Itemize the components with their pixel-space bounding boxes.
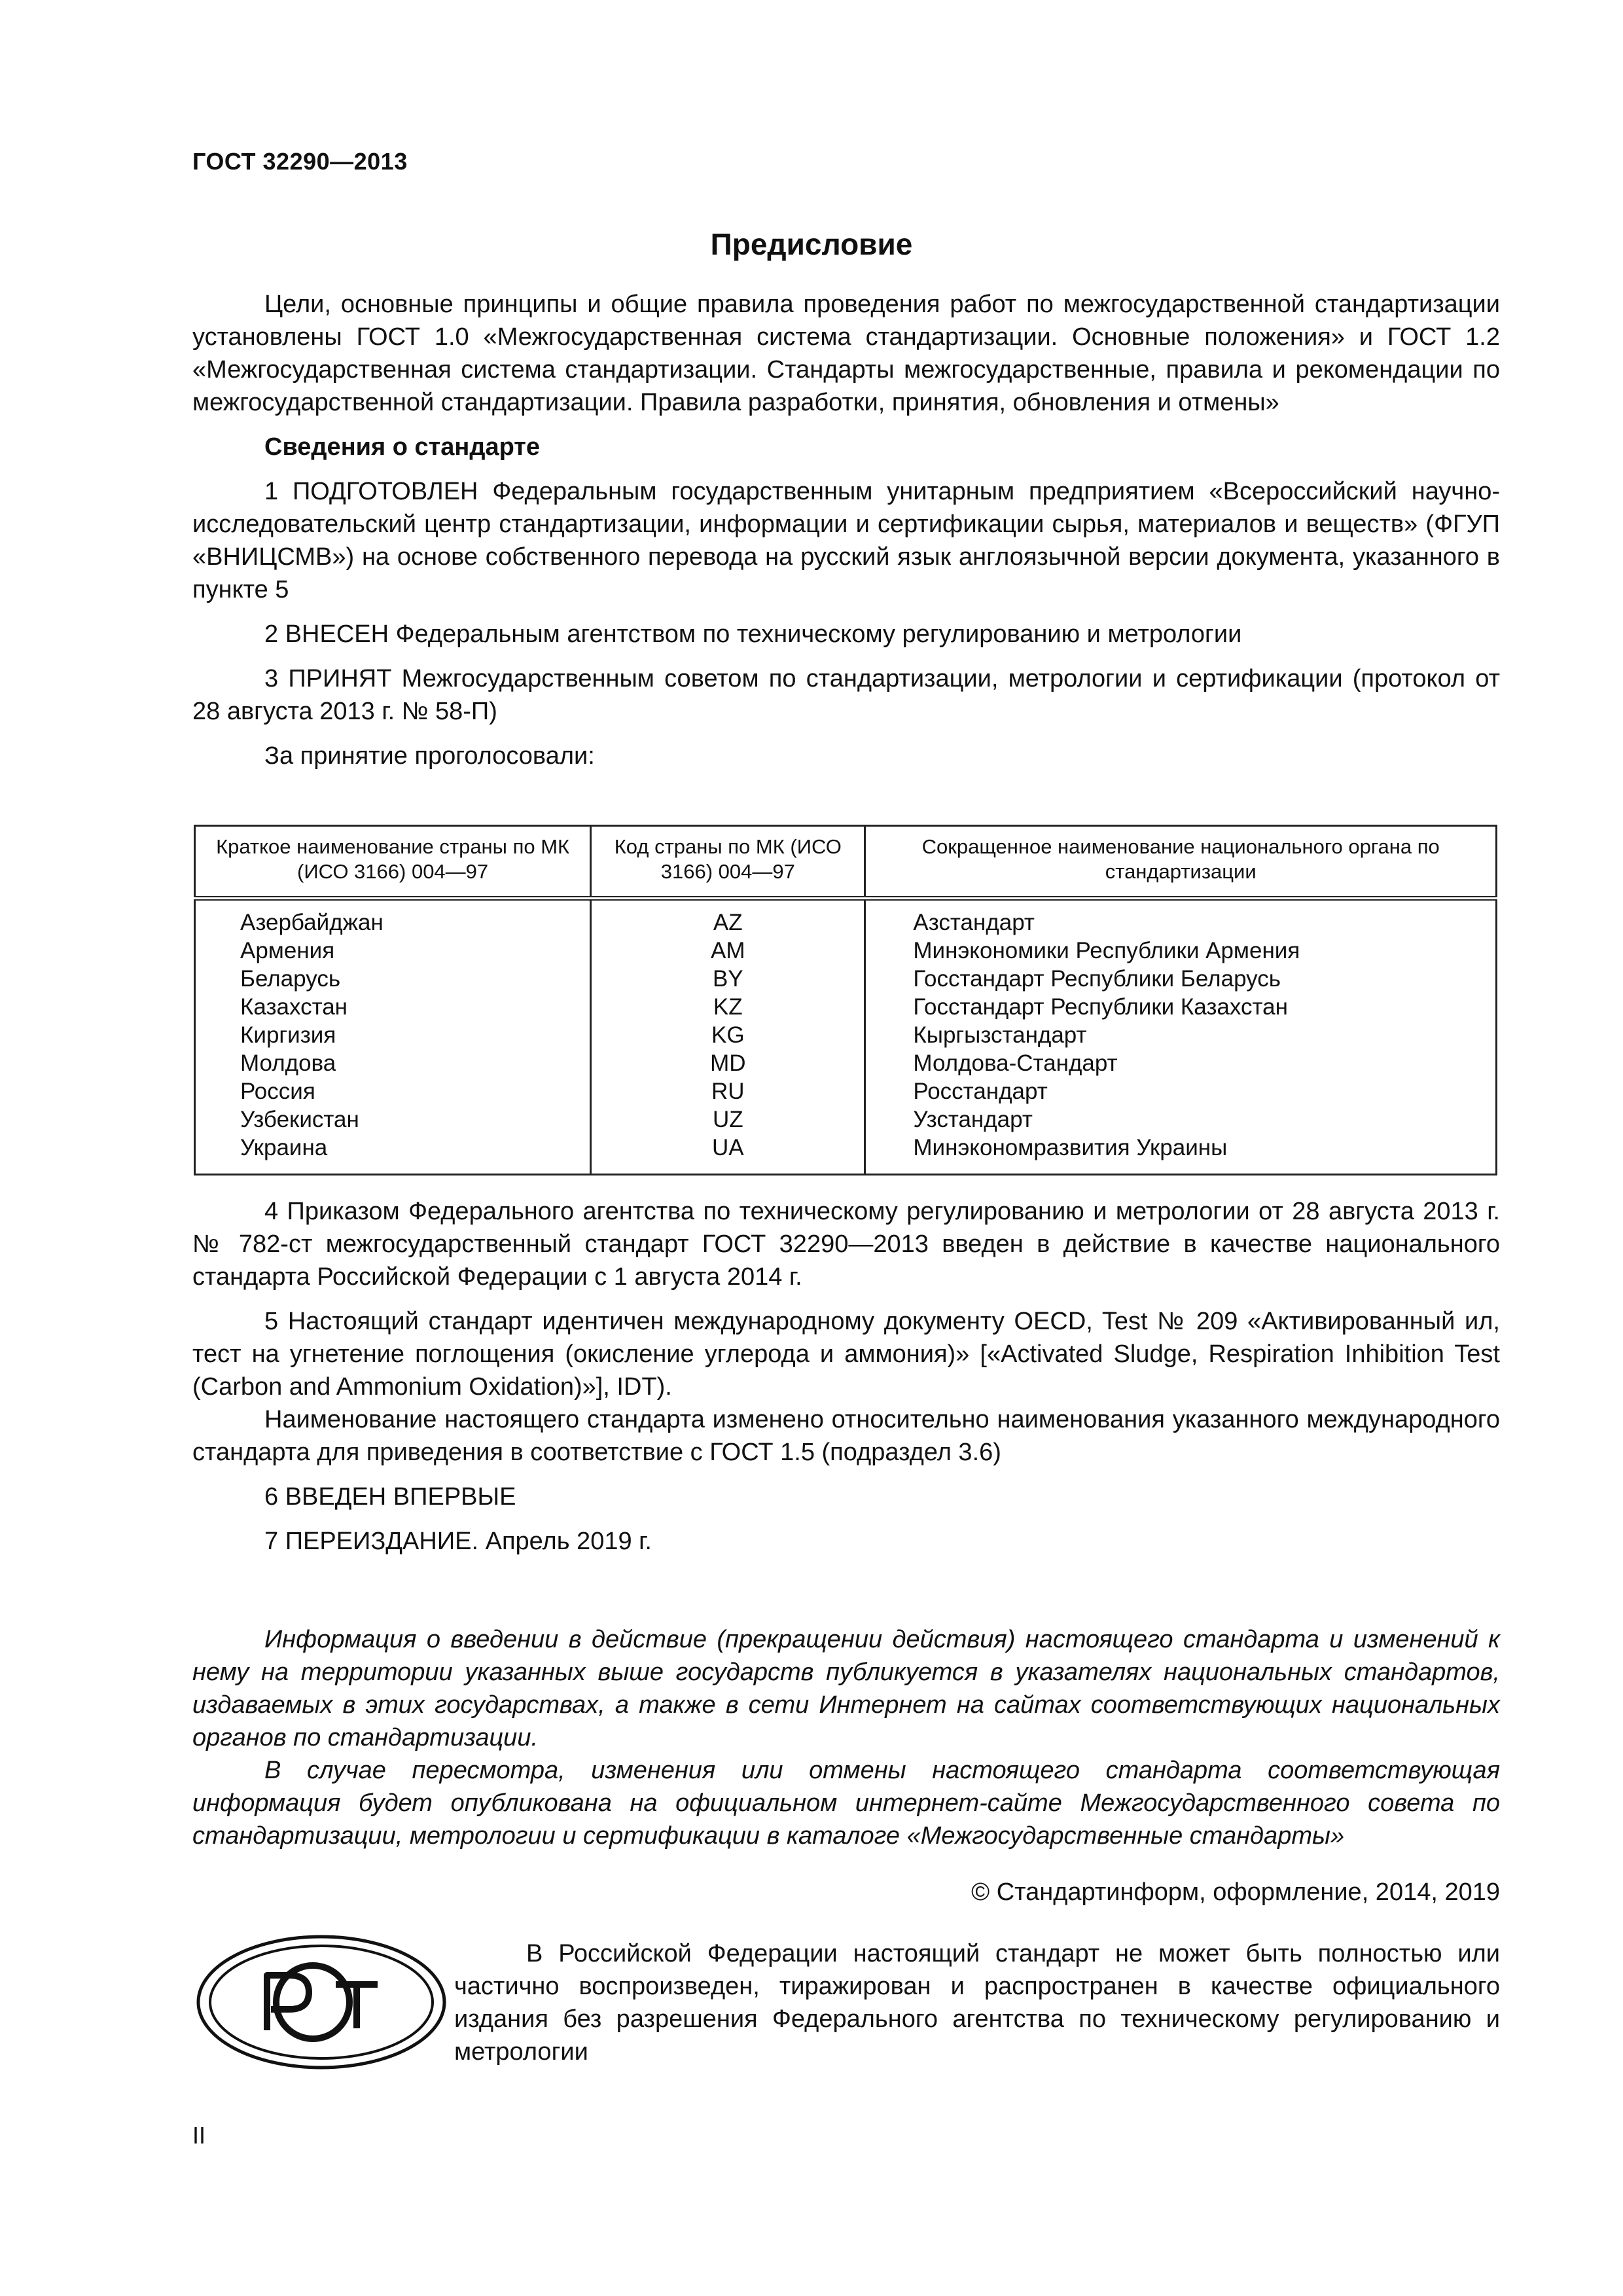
- cell-organ: Росстандарт: [865, 1077, 1497, 1105]
- item-2: 2 ВНЕСЕН Федеральным агентством по техническому регулированию и метрологии: [264, 620, 1242, 648]
- page-number: II: [192, 2122, 206, 2149]
- item-7: 7 ПЕРЕИЗДАНИЕ. Апрель 2019 г.: [264, 1528, 652, 1555]
- cell-organ: Минэкономразвития Украины: [865, 1134, 1497, 1175]
- table-row: [195, 899, 1497, 937]
- rst-logo-icon: [194, 1932, 449, 2072]
- header-code: Код страны по МК (ИСО 3166) 004—97: [591, 826, 865, 899]
- header-country: Краткое наименование страны по МК (ИСО 3166) 004—97: [195, 826, 591, 899]
- voted-label: За принятие проголосовали:: [264, 742, 595, 770]
- cell-country: Украина: [195, 1134, 591, 1175]
- cell-country: Молдова: [195, 1049, 591, 1077]
- notice-paragraph-1: Информация о введении в действие (прекращении действия) настоящего стандарта и изменений к нему на территории указанных выше государств публикуется в указателях национальных стандартов, издаваемых в этих государствах, а также в сети Интернет на сайтах соответствующих национальных органов по стандартизации.: [192, 1626, 1500, 1751]
- cell-country: Россия: [195, 1077, 591, 1105]
- item-5: 5 Настоящий стандарт идентичен международному документу OECD, Test № 209 «Активированный ил, тест на угнетение поглощения (окисление углерода и аммония)» [«Activated Sludge, Respiration Inhibition Test (Carbon and Ammonium Oxidation)»], IDT).: [192, 1308, 1500, 1401]
- intro-section: [192, 288, 1500, 772]
- cell-country: Узбекистан: [195, 1105, 591, 1134]
- cell-organ: Кыргызстандарт: [865, 1021, 1497, 1049]
- item-4: 4 Приказом Федерального агентства по техническому регулированию и метрологии от 28 августа 2013 г. № 782-ст межгосударственный стандарт ГОСТ 32290—2013 введен в действие в качестве национального стандарта Российской Федерации с 1 августа 2014 г.: [192, 1198, 1500, 1291]
- item-3: 3 ПРИНЯТ Межгосударственным советом по стандартизации, метрологии и сертификации (протокол от 28 августа 2013 г. № 58-П): [192, 665, 1500, 725]
- cell-code: AM: [591, 937, 865, 965]
- table-row: [195, 1077, 1497, 1105]
- cell-code: MD: [591, 1049, 865, 1077]
- table-row: [195, 965, 1497, 993]
- cell-organ: Узстандарт: [865, 1105, 1497, 1134]
- voting-table: [194, 825, 1497, 1175]
- table-header-row: [195, 826, 1497, 899]
- cell-code: UA: [591, 1134, 865, 1175]
- cell-code: BY: [591, 965, 865, 993]
- cell-organ: Молдова-Стандарт: [865, 1049, 1497, 1077]
- cell-organ: Минэкономики Республики Армения: [865, 937, 1497, 965]
- cell-code: RU: [591, 1077, 865, 1105]
- notice-paragraph-2: В случае пересмотра, изменения или отмены настоящего стандарта соответствующая информация будет опубликована на официальном интернет-сайте Межгосударственного совета по стандартизации, метрологии и сертификации в каталоге «Межгосударственные стандарты»: [192, 1757, 1500, 1850]
- copyright-line: © Стандартинформ, оформление, 2014, 2019: [971, 1878, 1500, 1906]
- item-1: 1 ПОДГОТОВЛЕН Федеральным государственным унитарным предприятием «Всероссийский научно-исследовательский центр стандартизации, информации и сертификации сырья, материалов и веществ» (ФГУП «ВНИЦСМВ») на основе собственного перевода на русский язык англоязычной версии документа, указанного в пункте 5: [192, 478, 1500, 603]
- cell-country: Киргизия: [195, 1021, 591, 1049]
- cell-country: Беларусь: [195, 965, 591, 993]
- table-row: [195, 1134, 1497, 1175]
- standard-code: ГОСТ 32290—2013: [192, 148, 408, 175]
- cell-code: AZ: [591, 899, 865, 937]
- intro-paragraph: Цели, основные принципы и общие правила проведения работ по межгосударственной стандартизации установлены ГОСТ 1.0 «Межгосударственная система стандартизации. Основные положения» и ГОСТ 1.2 «Межгосударственная система стандартизации. Стандарты межгосударственные, правила и рекомендации по межгосударственной стандартизации. Правила разработки, принятия, обновления и отмены»: [192, 291, 1500, 416]
- cell-code: KG: [591, 1021, 865, 1049]
- info-heading: Сведения о стандарте: [264, 433, 541, 461]
- page-title: Предисловие: [710, 227, 913, 261]
- cell-country: Казахстан: [195, 993, 591, 1021]
- cell-country: Азербайджан: [195, 899, 591, 937]
- header-organ: Сокращенное наименование национального органа по стандартизации: [865, 826, 1497, 899]
- notice-section: [192, 1623, 1500, 1852]
- legal-paragraph: В Российской Федерации настоящий стандарт не может быть полностью или частично воспроизведен, тиражирован и распространен в качестве официального издания без разрешения Федерального агентства по техническому регулированию и метрологии: [454, 1940, 1500, 2066]
- table-row: [195, 937, 1497, 965]
- table-row: [195, 1105, 1497, 1134]
- cell-code: UZ: [591, 1105, 865, 1134]
- cell-organ: Госстандарт Республики Беларусь: [865, 965, 1497, 993]
- table-row: [195, 993, 1497, 1021]
- item-6: 6 ВВЕДЕН ВПЕРВЫЕ: [264, 1483, 516, 1511]
- item-5-note: Наименование настоящего стандарта изменено относительно наименования указанного международного стандарта для приведения в соответствие с ГОСТ 1.5 (подраздел 3.6): [192, 1406, 1500, 1466]
- items-section: [192, 1195, 1500, 1558]
- legal-notice: [454, 1937, 1500, 2068]
- table-row: [195, 1049, 1497, 1077]
- cell-organ: Азстандарт: [865, 899, 1497, 937]
- cell-code: KZ: [591, 993, 865, 1021]
- cell-organ: Госстандарт Республики Казахстан: [865, 993, 1497, 1021]
- cell-country: Армения: [195, 937, 591, 965]
- table-row: [195, 1021, 1497, 1049]
